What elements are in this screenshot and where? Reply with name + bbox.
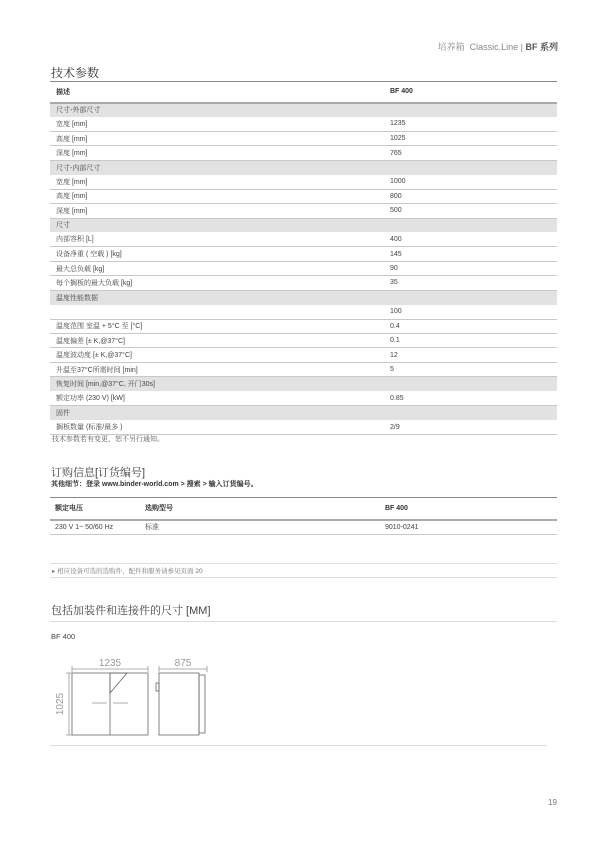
- spec-row: [50, 204, 557, 218]
- spec-row: [50, 131, 557, 145]
- spec-group-row: [50, 103, 557, 117]
- spec-value: 800: [384, 189, 557, 203]
- spec-value: 0.85: [384, 391, 557, 405]
- spec-value: 5: [384, 362, 557, 376]
- header-category: 培养箱: [437, 42, 465, 52]
- spec-label: 温度偏差 [± K,@37°C]: [50, 334, 384, 348]
- spec-value: 1025: [384, 131, 557, 145]
- group-label: 温度性能数据: [50, 290, 557, 304]
- spec-row: [50, 391, 557, 405]
- spec-value: 1235: [384, 117, 557, 131]
- spec-group-row: [50, 377, 557, 391]
- spec-label: 高度 [mm]: [50, 189, 384, 203]
- spec-label: 升温至37°C所需时间 [min]: [50, 362, 384, 376]
- spec-title: 技术参数: [51, 66, 100, 80]
- group-label: 尺寸-内部尺寸: [50, 160, 557, 174]
- group-label: 尺寸: [50, 218, 557, 232]
- spec-value: 0.1: [384, 334, 557, 348]
- dimensions-model: BF 400: [51, 632, 76, 641]
- spec-row: [50, 146, 557, 160]
- spec-group-row: [50, 290, 557, 304]
- running-header: 培养箱 Classic.Line | BF 系列: [437, 42, 558, 52]
- col-desc: 描述: [50, 82, 384, 103]
- spec-row: [50, 305, 557, 319]
- spec-group-row: [50, 160, 557, 174]
- spec-label: 宽度 [mm]: [50, 175, 384, 189]
- spec-row: [50, 261, 557, 275]
- spec-row: [50, 420, 557, 434]
- spec-group-row: [50, 218, 557, 232]
- spec-value: 35: [384, 276, 557, 290]
- spec-row: [50, 117, 557, 131]
- spec-label: 深度 [mm]: [50, 204, 384, 218]
- spec-group-row: [50, 406, 557, 420]
- spec-row: [50, 334, 557, 348]
- spec-row: [50, 175, 557, 189]
- spec-row: [50, 348, 557, 362]
- spec-value: 400: [384, 232, 557, 246]
- spec-value: 0.4: [384, 319, 557, 333]
- spec-label: 设备净重 ( 空载 ) [kg]: [50, 247, 384, 261]
- spec-header-row: [50, 82, 557, 103]
- divider: [50, 563, 557, 564]
- spec-note: 技术参数若有变更，恕不另行通知。: [52, 436, 164, 443]
- depth-label: 875: [174, 658, 192, 669]
- spec-label: 温度波动度 [± K,@37°C]: [50, 348, 384, 362]
- spec-label: 内部容积 [L]: [50, 232, 384, 246]
- spec-label: 高度 [mm]: [50, 131, 384, 145]
- spec-label: 搁板数量 (标准/最多 ): [50, 420, 384, 434]
- group-label: 固件: [50, 406, 557, 420]
- divider: [50, 621, 557, 622]
- spec-row: [50, 189, 557, 203]
- spec-value: 90: [384, 261, 557, 275]
- order-subtitle: 其他细节：登录 www.binder-world.com > 搜索 > 输入订货编号。: [51, 481, 258, 488]
- order-header-row: [50, 498, 557, 520]
- reference-link[interactable]: ▸ 相应设备可选的选购件、配件和服务请参见页面 20: [52, 568, 203, 575]
- spec-row: [50, 247, 557, 261]
- divider: [50, 745, 547, 746]
- spec-value: 12: [384, 348, 557, 362]
- spec-label: 深度 [mm]: [50, 146, 384, 160]
- spec-row: [50, 362, 557, 376]
- height-label: 1025: [55, 692, 66, 716]
- spec-value: 100: [384, 305, 557, 319]
- spec-row: [50, 319, 557, 333]
- col-option: 选购型号: [140, 498, 380, 520]
- spec-value: 2/9: [384, 420, 557, 434]
- spec-value: 500: [384, 204, 557, 218]
- spec-label: 每个搁板的最大负载 [kg]: [50, 276, 384, 290]
- spec-label: [50, 305, 384, 319]
- spec-table: [50, 81, 557, 435]
- spec-value: 765: [384, 146, 557, 160]
- spec-value: 145: [384, 247, 557, 261]
- order-number: 9010-0241: [380, 520, 557, 535]
- spec-label: 额定功率 (230 V) [kW]: [50, 391, 384, 405]
- spec-label: 最大总负载 [kg]: [50, 261, 384, 275]
- group-label: 恢复时间 [min,@37°C, 开门30s]: [50, 377, 557, 391]
- spec-row: [50, 232, 557, 246]
- option: 标准: [140, 520, 380, 535]
- col-model: BF 400: [380, 498, 557, 520]
- width-label: 1235: [98, 658, 122, 669]
- spec-row: [50, 276, 557, 290]
- group-label: 尺寸-外部尺寸: [50, 103, 557, 117]
- dimensions-title: 包括加装件和连接件的尺寸 [MM]: [51, 605, 211, 617]
- col-model: BF 400: [384, 82, 557, 103]
- order-row: [50, 520, 557, 535]
- spec-label: 宽度 [mm]: [50, 117, 384, 131]
- order-title: 订购信息[订货编号]: [51, 467, 146, 479]
- col-voltage: 额定电压: [50, 498, 140, 520]
- header-line: Classic.Line: [469, 42, 519, 52]
- spec-value: 1000: [384, 175, 557, 189]
- dimension-drawing: [52, 655, 222, 740]
- divider: [50, 577, 557, 578]
- page-number: 19: [548, 798, 557, 807]
- header-series: BF 系列: [525, 42, 558, 52]
- spec-label: 温度范围 室温 + 5°C 至 [°C]: [50, 319, 384, 333]
- voltage: 230 V 1~ 50/60 Hz: [50, 520, 140, 535]
- order-table: [50, 497, 557, 535]
